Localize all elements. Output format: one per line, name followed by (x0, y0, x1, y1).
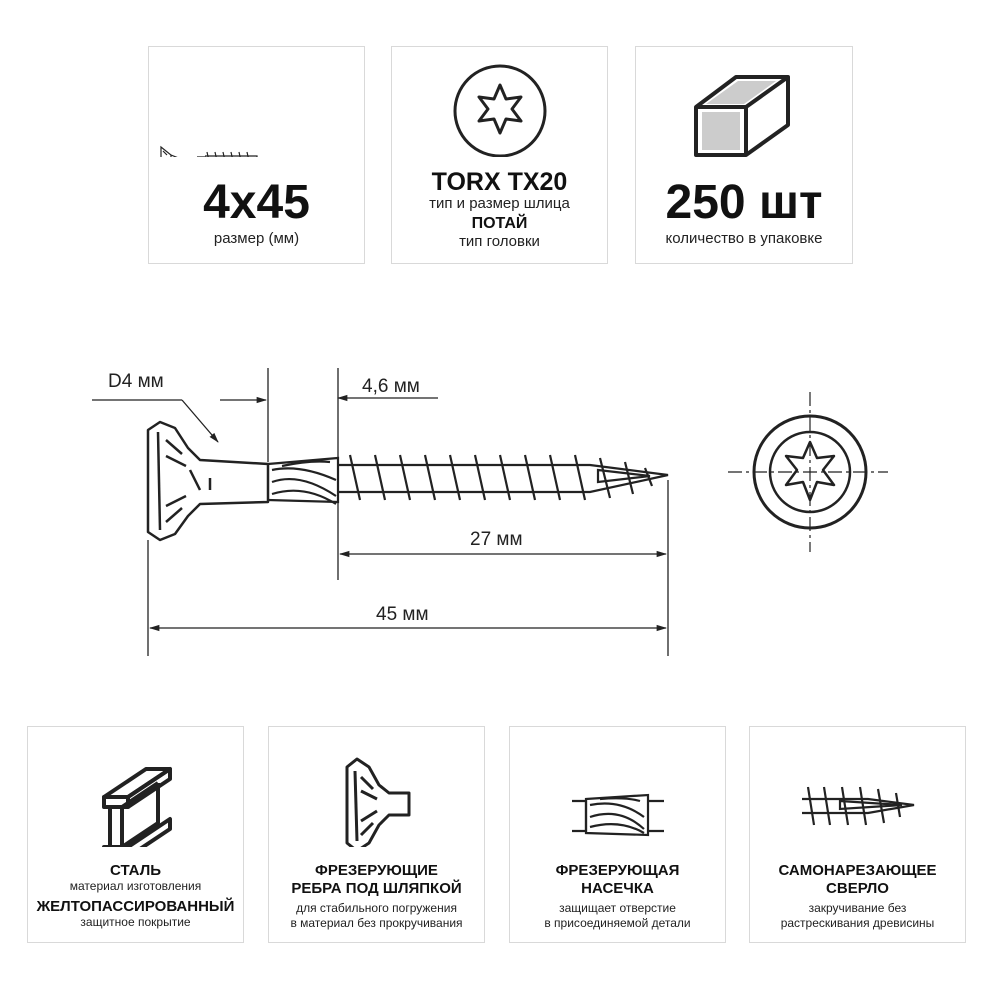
feature-steel-subtitle: материал изготовления (69, 879, 202, 893)
screw-drawing (0, 330, 1000, 710)
thread-section (338, 455, 668, 500)
size-card (148, 46, 365, 264)
slot-value: TORX TX20 (431, 168, 568, 196)
head-end-view (728, 392, 888, 552)
milling-notch-icon (510, 727, 727, 847)
quantity-label: количество в упаковке (665, 230, 823, 247)
feature-notch-title: ФРЕЗЕРУЮЩАЯ (555, 862, 680, 879)
feature-notch-subtitle-line2: в присоединяемой детали (544, 916, 691, 930)
head-label: тип головки (459, 233, 540, 250)
feature-steel-subtitle2: защитное покрытие (80, 915, 191, 929)
diameter-label: D4 мм (108, 371, 164, 392)
feature-steel-title: СТАЛЬ (110, 862, 161, 879)
milling-ribs-icon (269, 727, 486, 847)
slot-label: тип и размер шлица (429, 195, 570, 212)
feature-ribs-subtitle-line2: в материал без прокручивания (290, 916, 463, 930)
feature-card-notch (509, 726, 726, 943)
thread-length-label: 27 мм (470, 529, 523, 550)
feature-steel-title2: ЖЕЛТОПАССИРОВАННЫЙ (36, 898, 235, 915)
feature-drill-subtitle-line2: растрескивания древисины (780, 916, 935, 930)
box-icon (636, 47, 854, 157)
feature-notch-subtitle: защищает отверстие (559, 901, 676, 915)
head-thread-label: 4,6 мм (362, 376, 420, 397)
screw-icon (149, 47, 366, 157)
torx-icon (392, 47, 609, 157)
feature-card-drill (749, 726, 966, 943)
quantity-card (635, 46, 853, 264)
feature-ribs-subtitle: для стабильного погружения (296, 901, 457, 915)
slot-card (391, 46, 608, 264)
total-length-label: 45 мм (376, 604, 429, 625)
feature-drill-title: САМОНАРЕЗАЮЩЕЕ (778, 862, 937, 879)
feature-ribs-title-line2: РЕБРА ПОД ШЛЯПКОЙ (291, 880, 462, 897)
feature-ribs-title: ФРЕЗЕРУЮЩИЕ (315, 862, 438, 879)
feature-notch-title-line2: НАСЕЧКА (581, 880, 654, 897)
feature-card-steel (27, 726, 244, 943)
feature-card-ribs (268, 726, 485, 943)
head-value: ПОТАЙ (471, 215, 528, 232)
drill-tip-icon (750, 727, 967, 847)
steel-beam-icon (28, 727, 245, 847)
size-value: 4x45 (203, 176, 310, 229)
size-label: размер (мм) (213, 230, 300, 247)
feature-drill-subtitle: закручивание без (808, 901, 907, 915)
milling-section (268, 458, 338, 504)
quantity-value: 250 шт (665, 176, 823, 229)
feature-drill-title-line2: СВЕРЛО (826, 880, 889, 897)
screw-head (148, 422, 268, 540)
